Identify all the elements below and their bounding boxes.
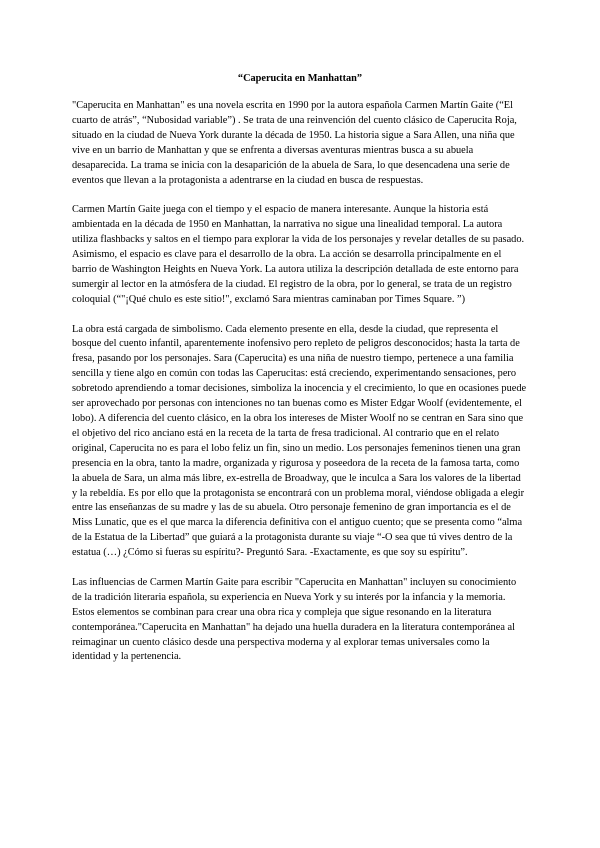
document-body [72, 99, 528, 680]
paragraph-symbolism: La obra está cargada de simbolismo. Cada elemento presente en ella, desde la ciudad, que representa el bosque del cuento infantil, aparentemente inofensivo pero repleto de peligros desconocidos; hasta la tarta de fresa, pasando por los personajes. Sara (Caperucita) es una niña de nuestro tiempo, pertenece a una familia sencilla y tiene algo en común con todas las Caperucitas: está creciendo, experimentando sensaciones, pero sobretodo aprendiendo a tomar decisiones, simboliza la inocencia y el crecimiento, lo que en ocasiones puede ser aprovechado por personas con intenciones no tan buenas como es Mister Edgar Woolf (evidentemente, el lobo). A diferencia del cuento clásico, en la obra los intereses de Mister Woolf no se centran en Sara sino que el objetivo del rico anciano está en la receta de la tarta de fresa tradicional. Al contrario que en el relato original, Caperucita no es para el lobo feliz un fin, sino un medio. Los personajes femeninos tienen una gran presencia en la obra, tanto la madre, organizada y rigurosa y poseedora de la receta de la famosa tarta, como la abuela de Sara, un alma más libre, ex-estrella de Broadway, que le inculca a Sara los valores de la libertad y la rebeldía. Es por ello que la protagonista se encontrará con un problema moral, viéndose obligada a elegir entre las enseñanzas de su madre y las de su abuela. Otro personaje femenino de gran importancia es el de Miss Lunatic, que es el que marca la diferencia definitiva con el antiguo cuento; que se presenta como “alma de la Estatua de la Libertad” que guiará a la protagonista durante su viaje “-O sea que tú vives dentro de la estatua (…) ¿Cómo si fueras su espíritu?- Preguntó Sara. -Exactamente, es que soy su espíritu”. [72, 323, 527, 559]
paragraph-introduction: "Caperucita en Manhattan" es una novela escrita en 1990 por la autora española Carmen Martín Gaite (“El cuarto de atrás”, “Nubosidad variable”) . Se trata de una reinvención del cuento clásico de Caperucita Roja, situado en la ciudad de Nueva York durante la década de 1950. La historia sigue a Sara Allen, una niña que vive en un barrio de Manhattan y que se enfrenta a diversas aventuras mientras busca a su abuela desaparecida. La trama se inicia con la desaparición de la abuela de Sara, lo que desencadena una serie de eventos que llevan a la protagonista a adentrarse en la ciudad en busca de respuestas. [72, 100, 517, 186]
paragraph-influences: Las influencias de Carmen Martín Gaite para escribir "Caperucita en Manhattan" incluyen su conocimiento de la tradición literaria española, su experiencia en Nueva York y su interés por la infancia y la memoria. Estos elementos se combinan para crear una obra rica y compleja que sigue resonando en la literatura contemporánea."Caperucita en Manhattan" ha dejado una huella duradera en la literatura contemporánea al reimaginar un cuento clásico desde una perspectiva moderna y al explorar temas universales como la identidad y la pertenencia. [72, 576, 517, 663]
paragraph-time-and-space: Carmen Martín Gaite juega con el tiempo y el espacio de manera interesante. Aunque la historia está ambientada en la década de 1950 en Manhattan, la narrativa no sigue una linealidad temporal. La autora utiliza flashbacks y saltos en el tiempo para explorar la vida de los personajes y revelar detalles de su pasado. Asimismo, el espacio es clave para el desarrollo de la obra. La acción se desarrolla principalmente en el barrio de Washington Heights en Nueva York. La autora utiliza la descripción detallada de este entorno para sumergir al lector en la atmósfera de la ciudad. El registro de la obra, por lo general, se trata de un registro coloquial (“"¡Qué chulo es este sitio!", exclamó Sara mientras caminaban por Times Square. ”) [72, 204, 525, 305]
document-title: “Caperucita en Manhattan” [237, 73, 363, 84]
